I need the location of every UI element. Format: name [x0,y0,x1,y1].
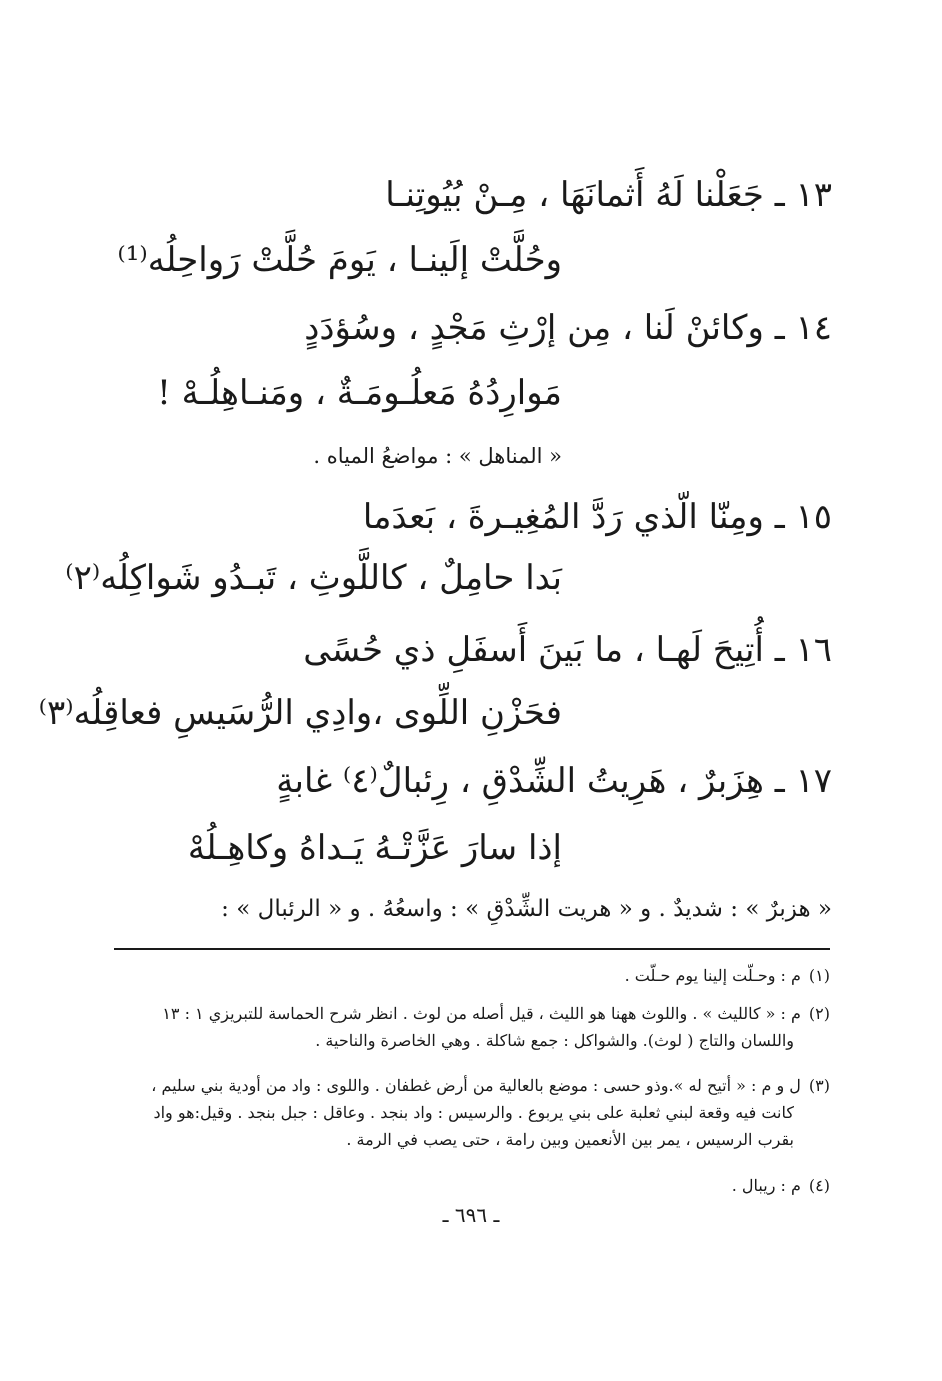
verse-17-second: إذا سارَ عَزَّتْـهُ يَـداهُ وكاهِـلُهْ [187,828,562,868]
verse-14-first: ١٤ ـ وكائنْ لَنا ، مِن إرْثِ مَجْدٍ ، وسُؤدَدٍ [304,308,832,348]
footnote-4 [110,1172,830,1199]
footnote-number: (٢) [808,1004,830,1023]
footnote-2 [110,1000,830,1054]
footnote-1 [110,962,830,989]
verse-15-second: بَدا حامِلٌ ، كاللَّوثِ ، تَبـدُو شَواكِلُه⁽٢⁾ [65,558,562,598]
footnote-line [110,1072,830,1099]
footnote-line [110,1099,830,1126]
inline-gloss-note: « المناهل » : مواضعُ المياه . [313,444,562,468]
footnote-line [110,1172,830,1199]
verse-15-first: ١٥ ـ ومِنّا الّذي رَدَّ المُغِيـرةَ ، بَعدَما [362,497,832,537]
footnote-text: بقرب الرسيس ، يمر بين الأنعمين وبين رامة ، حتى يصب في الرمة . [346,1130,794,1149]
footnote-text: م : وحـلّت إلينا يوم حـلّت . [624,966,801,985]
footnote-line [110,1126,830,1153]
verse-17-first: ١٧ ـ هِزَبرٌ ، هَرِيتُ الشِّدْقِ ، رِئبالٌ⁽٤⁾ غابةٍ [276,761,832,801]
footnote-3 [110,1072,830,1153]
verse-16-first: ١٦ ـ أُتِيحَ لَهـا ، ما بَينَ أَسفَلِ ذي حُسًى [303,630,832,670]
verse-16-second: فحَزْنِ اللِّوى ،وادِي الرُّسَيسِ فعاقِلُه⁽٣⁾ [38,693,562,733]
verse-14-second: مَوارِدُهُ مَعلُـومَـةٌ ، ومَنـاهِلُـهْ ! [157,373,562,413]
footnote-text: واللسان والتاج ( لوث). والشواكل : جمع شاكلة . وهي الخاصرة والناحية . [315,1031,794,1050]
footnote-line [110,1027,830,1054]
footnote-line [110,1000,830,1027]
verse-13-second: وحُلَّتْ إلَينـا ، يَومَ حُلَّتْ رَواحِلُه⁽¹⁾ [117,240,562,280]
footnote-number: (٣) [808,1076,830,1095]
footnote-number: (٤) [808,1176,830,1195]
footnote-number: (١) [808,966,830,985]
footnote-text: م : ريبال . [731,1176,801,1195]
verse-13-first: ١٣ ـ جَعَلْنا لَهُ أَثمانَهَا ، مِـنْ بُيُوتِنـا [385,175,832,215]
footnote-text: ل و م : « أتيح له ».وذو حسى : موضع بالعالية من أرض غطفان . واللوى : واد من أودية بني سليم ، [151,1076,801,1095]
footnote-line [110,962,830,989]
page-number: ـ ٦٩٦ ـ [442,1203,500,1227]
footnote-text: كانت فيه وقعة لبني ثعلبة على بني يربوع . والرسيس : واد بنجد . وعاقل : جبل بنجد . وقيل:هو واد [153,1103,794,1122]
footnote-text: م : « كالليث » . واللوث ههنا هو الليث ، قيل أصله من لوث . انظر شرح الحماسة للتبريزي ١ : ١٣ [162,1004,801,1023]
gloss-line: « هزبرٌ » : شديدٌ . و « هريت الشِّدْقِ » : واسعُهُ . و « الرئبال » : [221,896,832,922]
footnote-divider [114,948,830,950]
